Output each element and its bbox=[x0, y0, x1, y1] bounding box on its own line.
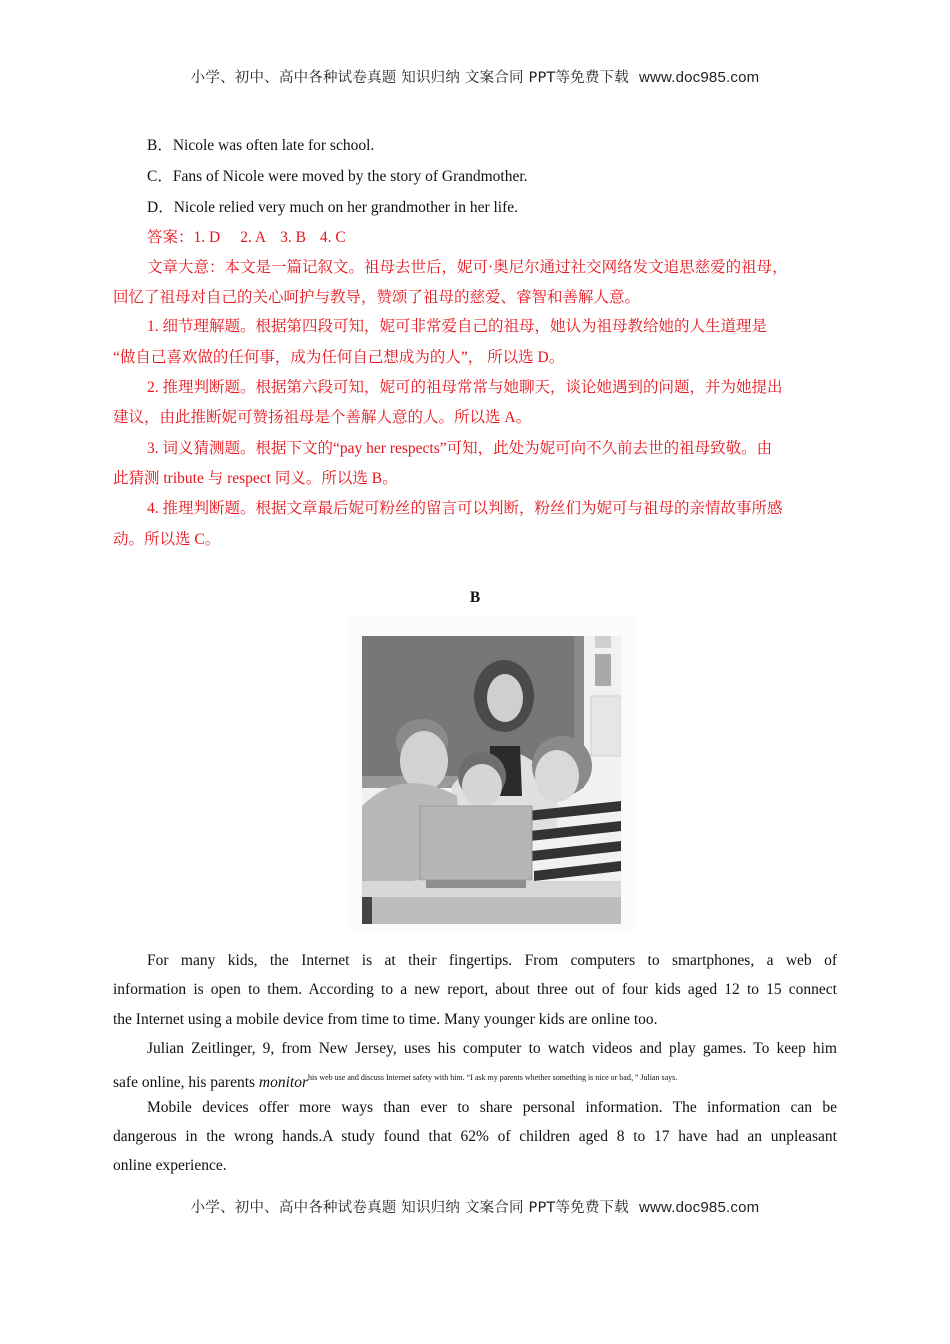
passage-p3-line-2: dangerous in the wrong hands.A study found that 62% of children aged 8 to 17 have had an unpleasant bbox=[113, 1128, 837, 1145]
page-header bbox=[0, 66, 950, 87]
classroom-photo bbox=[362, 636, 621, 924]
passage-p1-line-2: information is open to them. According to a new report, about three out of four kids aged 12 to 15 connect bbox=[113, 981, 837, 998]
option-b bbox=[147, 136, 837, 156]
answer-line bbox=[147, 228, 837, 248]
passage-p2-line-2 bbox=[113, 1068, 837, 1093]
passage-p2-line-2-start: safe online, his parents bbox=[113, 1074, 259, 1091]
header-url[interactable]: www.doc985.com bbox=[638, 69, 760, 86]
option-c bbox=[147, 167, 837, 187]
summary-line-1: 文章大意：本文是一篇记叙文。祖母去世后，妮可·奥尼尔通过社交网络发文追思慈爱的祖母， bbox=[147, 259, 788, 276]
option-text: Nicole relied very much on her grandmother in her life. bbox=[173, 199, 519, 216]
passage-p2-line-1: Julian Zeitlinger, 9, from New Jersey, uses his computer to watch videos and play games. To keep him bbox=[147, 1040, 837, 1057]
footer-text: 小学、初中、高中各种试卷真题 知识归纳 文案合同 PPT等免费下载 bbox=[190, 1200, 629, 1216]
section-title: B bbox=[469, 589, 481, 606]
summary-line-2: 回忆了祖母对自己的关心呵护与教导，赞颂了祖母的慈爱、睿智和善解人意。 bbox=[113, 289, 641, 306]
passage-p2-keyword: monitor bbox=[258, 1074, 309, 1091]
explanation-3-line-2: 此猜测 tribute 与 respect 同义。所以选 B。 bbox=[113, 470, 398, 487]
answer-item: 1. D bbox=[193, 229, 221, 246]
explanation-2-line-1: 2. 推理判断题。根据第六段可知，妮可的祖母常常与她聊天，谈论她遇到的问题，并为她提出 bbox=[147, 379, 783, 396]
answer-label: 答案： bbox=[147, 229, 194, 246]
explanation-2-line-2: 建议，由此推断妮可赞扬祖母是个善解人意的人。所以选 A。 bbox=[113, 409, 532, 426]
option-letter: D． bbox=[147, 199, 174, 216]
passage-p3-line-1: Mobile devices offer more ways than ever to share personal information. The information can be bbox=[147, 1099, 837, 1116]
explanation-1-line-1: 1. 细节理解题。根据第四段可知，妮可非常爱自己的祖母，她认为祖母教给她的人生道理是 bbox=[147, 318, 768, 335]
classroom-photo-illustration bbox=[362, 636, 621, 924]
answer-item: 2. A bbox=[240, 229, 267, 246]
option-d bbox=[147, 198, 837, 218]
passage-p2-small-text: his web use and discuss Internet safety with him. “I ask my parents whether something is nice or bad，” Julian says. bbox=[308, 1073, 678, 1082]
option-text: Nicole was often late for school. bbox=[172, 137, 375, 154]
footer-url[interactable]: www.doc985.com bbox=[638, 1199, 760, 1216]
explanation-4-line-2: 动。所以选 C。 bbox=[113, 531, 221, 548]
passage-p3-line-3: online experience. bbox=[113, 1157, 227, 1174]
explanation-4-line-1: 4. 推理判断题。根据文章最后妮可粉丝的留言可以判断，粉丝们为妮可与祖母的亲情故事所感 bbox=[147, 500, 783, 517]
explanation-3-line-1: 3. 词义猜测题。根据下文的“pay her respects”可知，此处为妮可向不久前去世的祖母致敬。由 bbox=[147, 440, 773, 457]
answer-item: 3. B bbox=[280, 229, 306, 246]
passage-p1-line-3: the Internet using a mobile device from time to time. Many younger kids are online too. bbox=[113, 1011, 658, 1028]
explanation-1-line-2: “做自己喜欢做的任何事，成为任何自己想成为的人”， 所以选 D。 bbox=[113, 349, 565, 366]
option-letter: B． bbox=[147, 137, 173, 154]
page-footer bbox=[0, 1196, 950, 1217]
passage-p1-line-1: For many kids, the Internet is at their fingertips. From computers to smartphones, a web of bbox=[147, 952, 837, 969]
answer-item: 4. C bbox=[319, 229, 346, 246]
header-text: 小学、初中、高中各种试卷真题 知识归纳 文案合同 PPT等免费下载 bbox=[190, 70, 629, 86]
option-text: Fans of Nicole were moved by the story of Grandmother. bbox=[172, 168, 528, 185]
option-letter: C． bbox=[147, 168, 173, 185]
